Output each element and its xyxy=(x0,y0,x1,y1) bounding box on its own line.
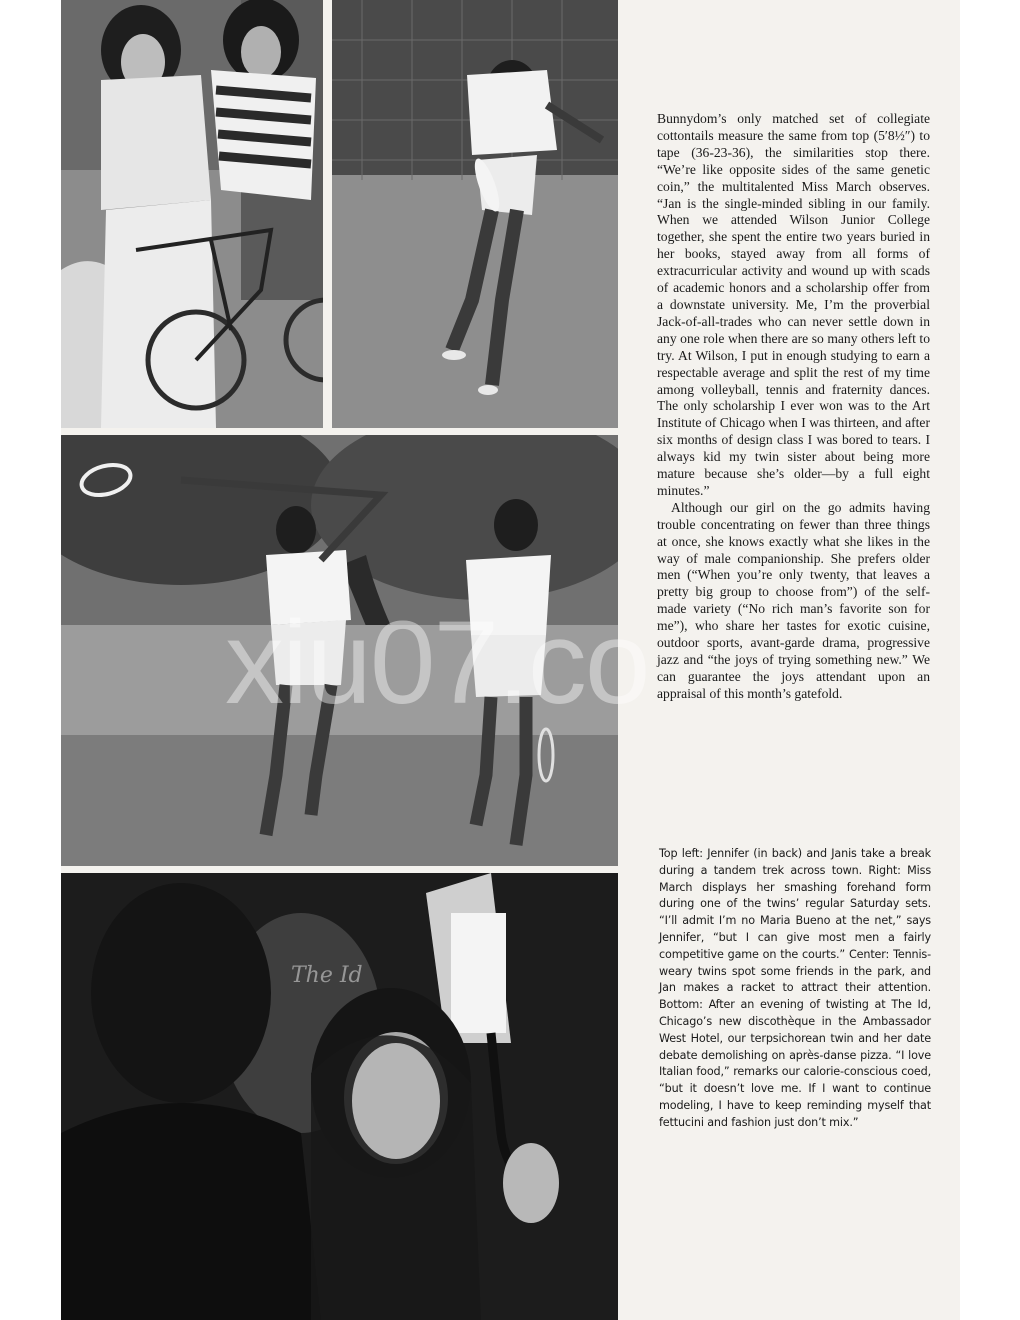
article-body xyxy=(657,111,930,703)
article-paragraph: Bunnydom’s only matched set of collegiate cottontails measure the same from top (5′8½″) to tape (36-23-36), the similarities stop there. “We’re like opposite sides of the same genetic coin,” the multitalented Miss March observes. “Jan is the single-minded sibling in our family. When we attended Wilson Junior College together, she spent the entire two years buried in her books, stayed away from all forms of extracurricular activity and wound up with scads of academic honors and a scholarship offer from a downstate university. Me, I’m the proverbial Jack-of-all-trades who can never settle down in any one role when there are so many others left to try. At Wilson, I put in enough studying to earn a respectable average and split the rest of my time among volleyball, tennis and fraternity dances. The only scholarship I ever won was to the Art Institute of Chicago when I was thirteen, and after six months of design class I was bored to tears. I always kid my twin sister about being more mature because she’s older—by a full eight minutes.” xyxy=(657,111,930,498)
park-tennis-twins-photo xyxy=(61,435,618,866)
watermark: xiu07.co xyxy=(225,597,649,729)
discotheque-sign-text: The Id xyxy=(291,963,363,988)
discotheque-couple-photo xyxy=(61,873,618,1320)
caption-text: Top left: Jennifer (in back) and Janis take a break during a tandem trek across town. Right: Miss March displays her smashing forehand form during one of the twins’ regular Saturday sets. “I’ll admit I’m no Maria Bueno at the net,” says Jennifer, “but I can give most men a fairly competitive game on the courts.” Center: Tennis-weary twins spot some friends in the park, and Jan makes a racket to attract their attention. Bottom: After an evening of twisting at The Id, Chicago’s new discothèque in the Ambassador West Hotel, our terpsichorean twin and her date debate demolishing on après-danse pizza. “I love Italian food,” remarks our calorie-conscious coed, “but it doesn’t love me. If I want to continue modeling, I have to keep reminding myself that fettucini and fashion just don’t mix.” xyxy=(659,847,931,1129)
tennis-forehand-photo xyxy=(332,0,618,428)
tandem-bicycle-twins-photo xyxy=(61,0,323,428)
article-paragraph: Although our girl on the go admits having trouble concentrating on fewer than three things at once, she knows exactly what she likes in the way of male companionship. She prefers older men (“When you’re only twenty, that leaves a pretty big group to choose from”) of the self-made variety (“No rich man’s favorite son for me”), who share her tastes for exotic cuisine, outdoor sports, avant-garde drama, progressive jazz and “the joys of trying something new.” We can guarantee the joys attendant upon an appraisal of this month’s gatefold. xyxy=(657,499,930,701)
photo-caption xyxy=(659,846,931,1132)
